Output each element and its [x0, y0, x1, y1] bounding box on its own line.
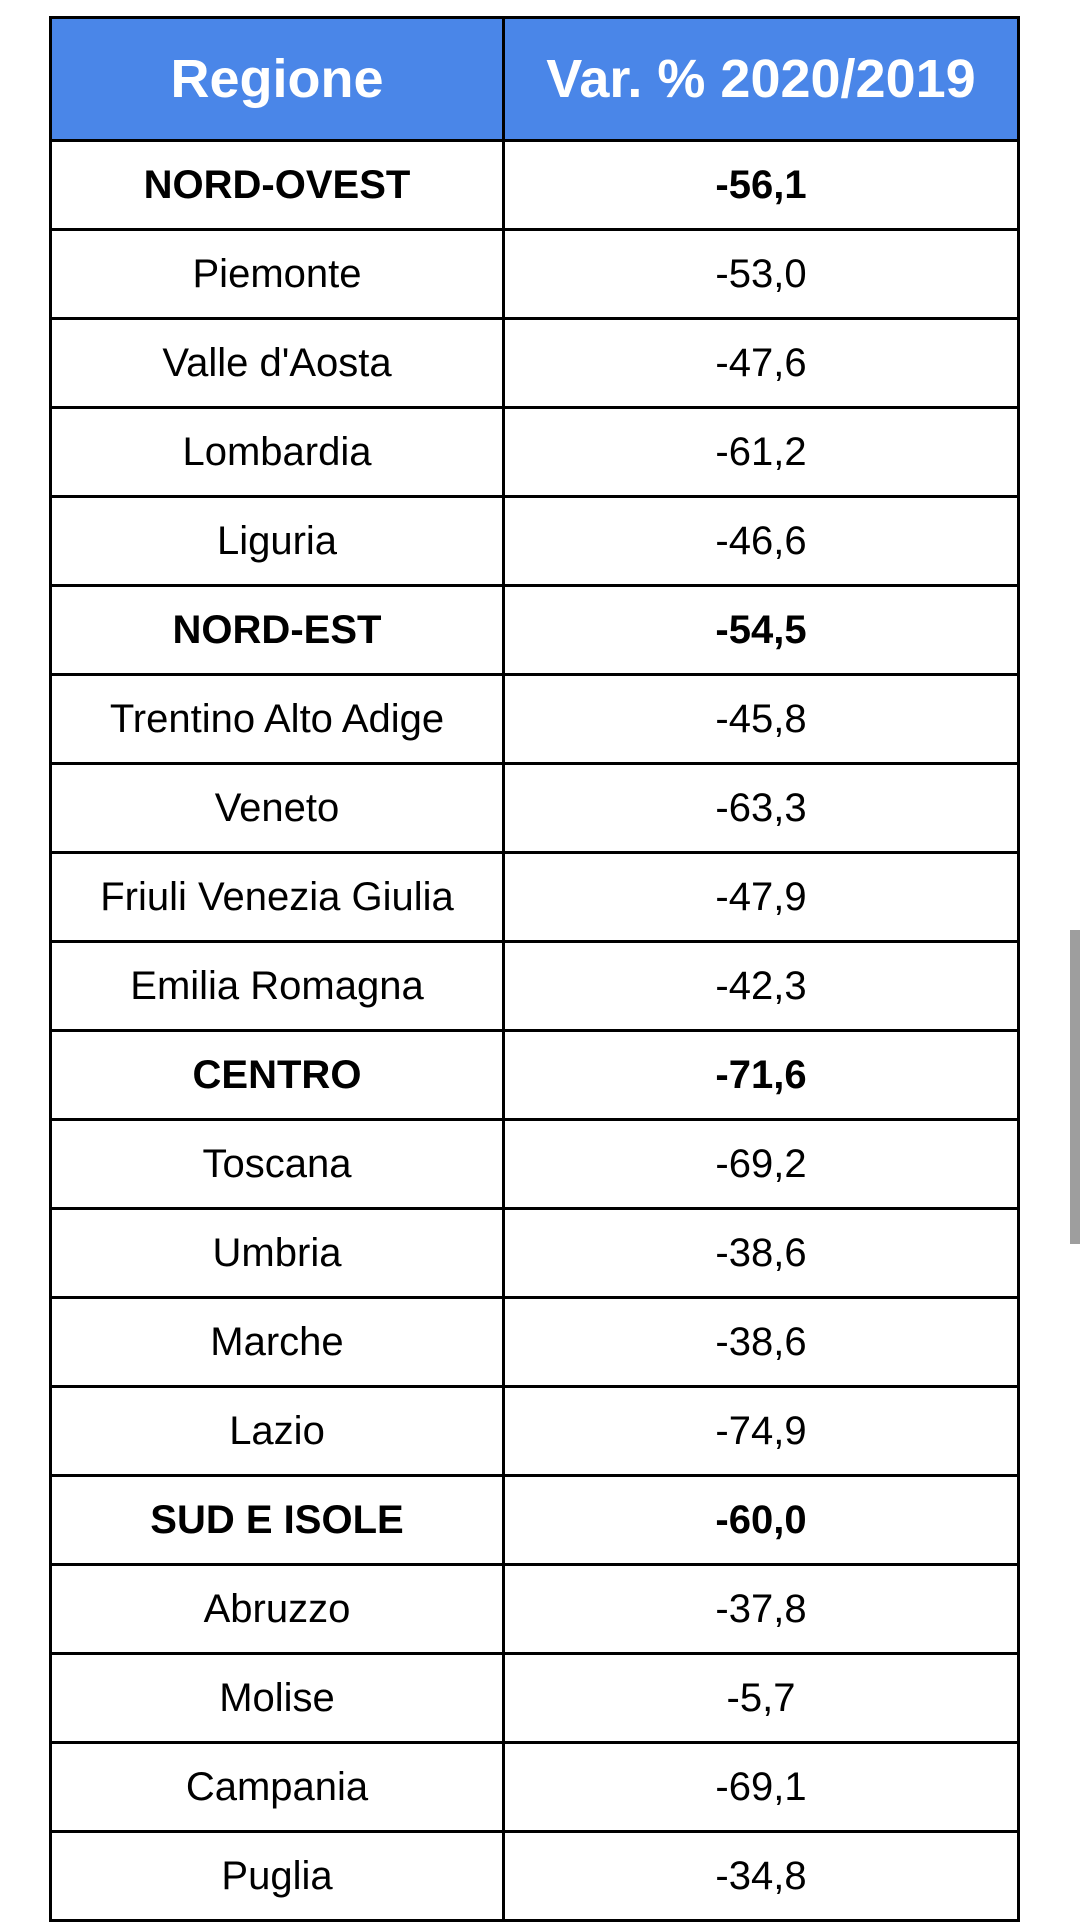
group-row — [51, 141, 1019, 230]
region-cell: Valle d'Aosta — [51, 319, 504, 408]
variation-cell: -69,2 — [504, 1120, 1019, 1209]
variation-cell: -56,1 — [504, 141, 1019, 230]
region-cell: Marche — [51, 1298, 504, 1387]
variation-cell: -60,0 — [504, 1476, 1019, 1565]
scrollbar-thumb[interactable] — [1070, 930, 1080, 1244]
variation-cell: -42,3 — [504, 942, 1019, 1031]
region-cell: CENTRO — [51, 1031, 504, 1120]
region-cell: Molise — [51, 1654, 504, 1743]
table-row — [51, 764, 1019, 853]
table-row — [51, 853, 1019, 942]
variation-cell: -69,1 — [504, 1743, 1019, 1832]
variation-cell: -47,6 — [504, 319, 1019, 408]
table-row — [51, 319, 1019, 408]
table-row — [51, 230, 1019, 319]
variation-cell: -61,2 — [504, 408, 1019, 497]
variation-cell: -38,6 — [504, 1209, 1019, 1298]
header-region: Regione — [51, 18, 504, 141]
region-cell: Liguria — [51, 497, 504, 586]
region-cell: Trentino Alto Adige — [51, 675, 504, 764]
region-cell: Friuli Venezia Giulia — [51, 853, 504, 942]
table-header — [51, 18, 1019, 141]
variation-cell: -74,9 — [504, 1387, 1019, 1476]
region-cell: NORD-OVEST — [51, 141, 504, 230]
header-variation: Var. % 2020/2019 — [504, 18, 1019, 141]
table-row — [51, 1565, 1019, 1654]
region-variation-table-container — [49, 16, 1017, 1922]
variation-cell: -63,3 — [504, 764, 1019, 853]
region-cell: NORD-EST — [51, 586, 504, 675]
variation-cell: -34,8 — [504, 1832, 1019, 1921]
region-variation-table — [49, 16, 1020, 1922]
variation-cell: -71,6 — [504, 1031, 1019, 1120]
region-cell: Abruzzo — [51, 1565, 504, 1654]
table-row — [51, 675, 1019, 764]
header-row — [51, 18, 1019, 141]
variation-cell: -46,6 — [504, 497, 1019, 586]
region-cell: Lombardia — [51, 408, 504, 497]
variation-cell: -38,6 — [504, 1298, 1019, 1387]
table-row — [51, 1743, 1019, 1832]
variation-cell: -5,7 — [504, 1654, 1019, 1743]
group-row — [51, 1031, 1019, 1120]
variation-cell: -37,8 — [504, 1565, 1019, 1654]
region-cell: SUD E ISOLE — [51, 1476, 504, 1565]
group-row — [51, 1476, 1019, 1565]
region-cell: Campania — [51, 1743, 504, 1832]
region-cell: Lazio — [51, 1387, 504, 1476]
table-body — [51, 141, 1019, 1921]
region-cell: Toscana — [51, 1120, 504, 1209]
region-cell: Veneto — [51, 764, 504, 853]
table-row — [51, 497, 1019, 586]
table-row — [51, 1387, 1019, 1476]
table-row — [51, 942, 1019, 1031]
variation-cell: -54,5 — [504, 586, 1019, 675]
table-row — [51, 1209, 1019, 1298]
region-cell: Puglia — [51, 1832, 504, 1921]
table-row — [51, 1298, 1019, 1387]
table-row — [51, 408, 1019, 497]
region-cell: Emilia Romagna — [51, 942, 504, 1031]
variation-cell: -53,0 — [504, 230, 1019, 319]
variation-cell: -45,8 — [504, 675, 1019, 764]
region-cell: Umbria — [51, 1209, 504, 1298]
variation-cell: -47,9 — [504, 853, 1019, 942]
group-row — [51, 586, 1019, 675]
table-row — [51, 1832, 1019, 1921]
table-row — [51, 1654, 1019, 1743]
table-row — [51, 1120, 1019, 1209]
region-cell: Piemonte — [51, 230, 504, 319]
